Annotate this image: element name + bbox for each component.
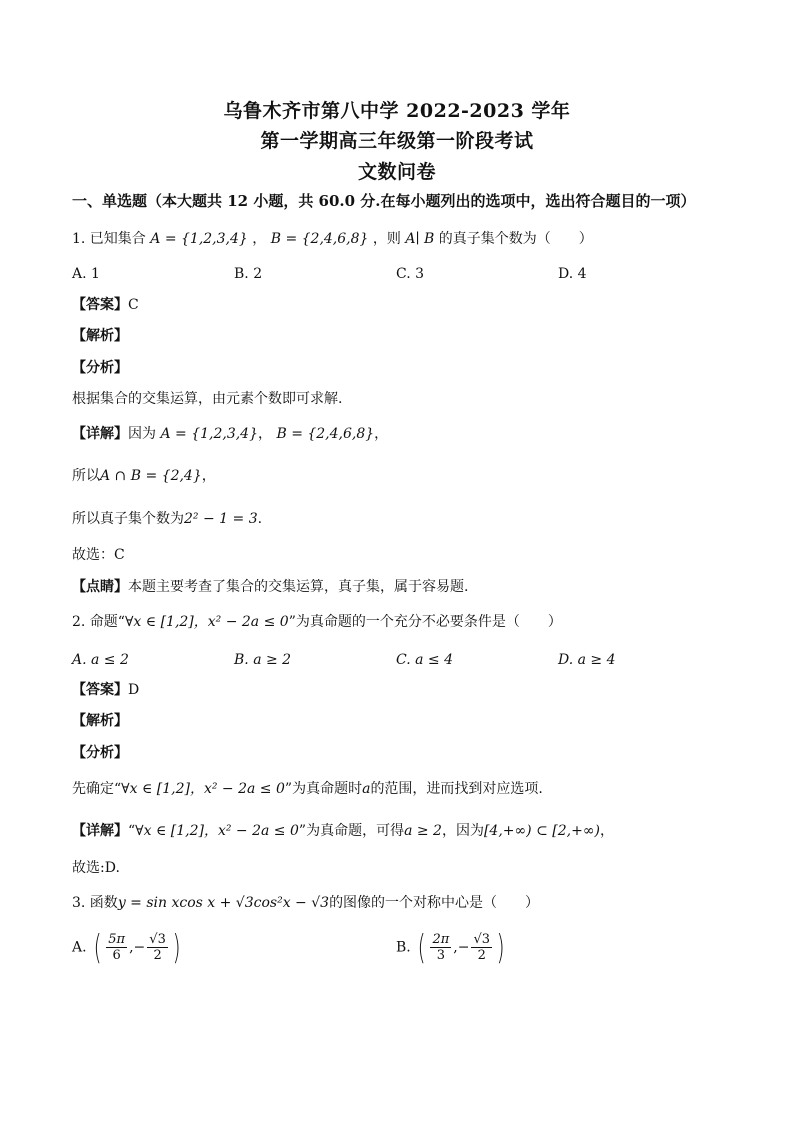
- q2-stem-suffix: ”为真命题的一个充分不必要条件是（ ）: [288, 614, 562, 630]
- q3-option-a-label: A.: [72, 939, 87, 956]
- section-heading: 一、单选题（本大题共 12 小题，共 60.0 分.在每小题列出的选项中，选出符合题目的一项）: [72, 192, 696, 210]
- q1-set-a: A = {1,2,3,4}: [150, 231, 248, 247]
- q1-stem-mid: ，则: [372, 231, 401, 247]
- q1-option-d: D. 4: [558, 266, 587, 282]
- q3-option-b-num2: √3: [473, 932, 491, 947]
- q2-option-d: D. a ≥ 4: [558, 652, 616, 668]
- q2-option-b: B. a ≥ 2: [234, 652, 292, 668]
- q1-set-b: B = {2,4,6,8}: [270, 231, 369, 247]
- q1-detail3-end: .: [257, 511, 263, 527]
- q2-answer: [72, 680, 139, 700]
- q1-answer-tag: 【答案】: [72, 297, 128, 313]
- q1-detail-line1: [72, 424, 388, 444]
- q1-option-b: B. 2: [234, 266, 263, 282]
- q2-detail-cond: a ≥ 2: [404, 823, 442, 839]
- q1-analysis-tag: 【解析】: [72, 328, 128, 344]
- q3-stem-suffix: 的图像的一个对称中心是（ ）: [329, 895, 540, 911]
- q2-answer-value: D: [128, 682, 140, 698]
- q2-stem-math: ∀x ∈ [1,2]，x² − 2a ≤ 0: [124, 614, 289, 630]
- q3-option-a-open-paren: (: [93, 927, 102, 968]
- q3-option-b-frac1: [430, 932, 451, 963]
- q3-option-a-comma: ,−: [129, 939, 146, 956]
- q1-detail-count: 2² − 1 = 3: [184, 511, 258, 527]
- q1-detail3-prefix: 所以真子集个数为: [72, 511, 184, 527]
- q3-option-b-den1: 3: [436, 948, 446, 963]
- q1-detail-set-b: B = {2,4,6,8}: [276, 426, 375, 442]
- q2-detail-end: ，: [599, 823, 614, 839]
- q1-answer-value: C: [128, 297, 139, 313]
- q3-option-a-close-paren: ): [172, 927, 181, 968]
- q2-detail-subset: [4,+∞) ⊂ [2,+∞): [483, 823, 600, 839]
- q2-detail-prefix: “: [128, 823, 136, 839]
- q3-option-a-num1: 5π: [108, 932, 126, 947]
- q1-fenxi-tag: 【分析】: [72, 360, 128, 376]
- q1-stem-suffix: 的真子集个数为（ ）: [438, 231, 593, 247]
- q3-option-b: [396, 927, 507, 968]
- q3-option-a-den1: 6: [112, 948, 121, 963]
- q2-detail-line: [72, 821, 614, 841]
- q1-option-c: C. 3: [396, 266, 425, 282]
- q2-fenxi-var: a: [362, 781, 371, 797]
- q1-stem-prefix: 1. 已知集合: [72, 231, 146, 247]
- q1-fenxi-text: 根据集合的交集运算，由元素个数即可求解.: [72, 391, 343, 407]
- q2-option-a: A. a ≤ 2: [72, 652, 129, 668]
- exam-title-school: 乌鲁木齐市第八中学 2022-2023 学年: [223, 100, 571, 122]
- q2-analysis-tag: 【解析】: [72, 713, 128, 729]
- q3-option-a-frac1: [106, 932, 127, 963]
- q1-detail-line2: [72, 466, 216, 486]
- q2-choice: 故选:D.: [72, 860, 120, 876]
- q1-detail-line3: [72, 509, 262, 529]
- q3-option-b-frac2: [471, 932, 492, 963]
- q2-detail-math: ∀x ∈ [1,2]，x² − 2a ≤ 0: [135, 823, 299, 839]
- q1-detail-intersection: A ∩ B = {2,4}: [100, 468, 202, 484]
- q3-stem: [72, 893, 539, 913]
- q2-fenxi-suffix: 的范围，进而找到对应选项.: [370, 781, 543, 797]
- q2-detail-mid: ”为真命题，可得: [298, 823, 405, 839]
- q1-detail-set-a: A = {1,2,3,4}: [160, 426, 258, 442]
- q1-detail-sep: ，: [258, 426, 272, 442]
- q3-option-b-num1: 2π: [432, 932, 450, 947]
- q1-detail-tag: 【详解】: [72, 426, 128, 442]
- q2-fenxi-math: ∀x ∈ [1,2]，x² − 2a ≤ 0: [121, 781, 285, 797]
- exam-title-stage: 第一学期高三年级第一阶段考试: [260, 130, 534, 152]
- q3-option-a-frac2: [147, 932, 168, 963]
- q3-option-a-den2: 2: [153, 948, 162, 963]
- q1-detail-prefix: 因为: [128, 426, 156, 442]
- q1-comment: [72, 577, 468, 597]
- q2-detail-mid2: ，因为: [441, 823, 484, 839]
- q1-a-op-b: A∣ B: [405, 231, 435, 247]
- q2-detail-tag: 【详解】: [72, 823, 128, 839]
- q2-fenxi-line: [72, 779, 543, 799]
- q3-stem-prefix: 3. 函数: [72, 895, 118, 911]
- q3-stem-func: y = sin xcos x + √3cos²x − √3: [117, 895, 330, 911]
- q1-detail2-end: ，: [201, 468, 216, 484]
- q3-option-a: [72, 927, 183, 968]
- q2-answer-tag: 【答案】: [72, 682, 128, 698]
- q1-option-a: A. 1: [72, 266, 100, 282]
- q1-detail2-prefix: 所以: [72, 468, 100, 484]
- q3-option-b-den2: 2: [477, 948, 486, 963]
- q3-option-b-open-paren: (: [417, 927, 426, 968]
- q2-option-c: C. a ≤ 4: [396, 652, 453, 668]
- q2-fenxi-prefix: 先确定“: [72, 781, 122, 797]
- q3-option-b-label: B.: [396, 939, 411, 956]
- q2-fenxi-mid: ”为真命题时: [284, 781, 363, 797]
- q1-stem: [72, 229, 593, 249]
- exam-title-subject: 文数问卷: [357, 161, 436, 183]
- q3-option-a-num2: √3: [149, 932, 166, 947]
- q1-choice: 故选：C: [72, 547, 125, 563]
- q1-comma: ，: [252, 231, 267, 247]
- q1-comment-tag: 【点睛】: [72, 579, 128, 595]
- q2-stem: [72, 612, 562, 632]
- q1-answer: [72, 295, 139, 315]
- q3-option-b-close-paren: ): [496, 927, 505, 968]
- q2-fenxi-tag: 【分析】: [72, 745, 128, 761]
- q1-comment-text: 本题主要考查了集合的交集运算，真子集，属于容易题.: [128, 579, 469, 595]
- q3-option-b-comma: ,−: [453, 939, 470, 956]
- q1-detail-end: ，: [374, 426, 389, 442]
- q2-stem-prefix: 2. 命题“: [72, 614, 125, 630]
